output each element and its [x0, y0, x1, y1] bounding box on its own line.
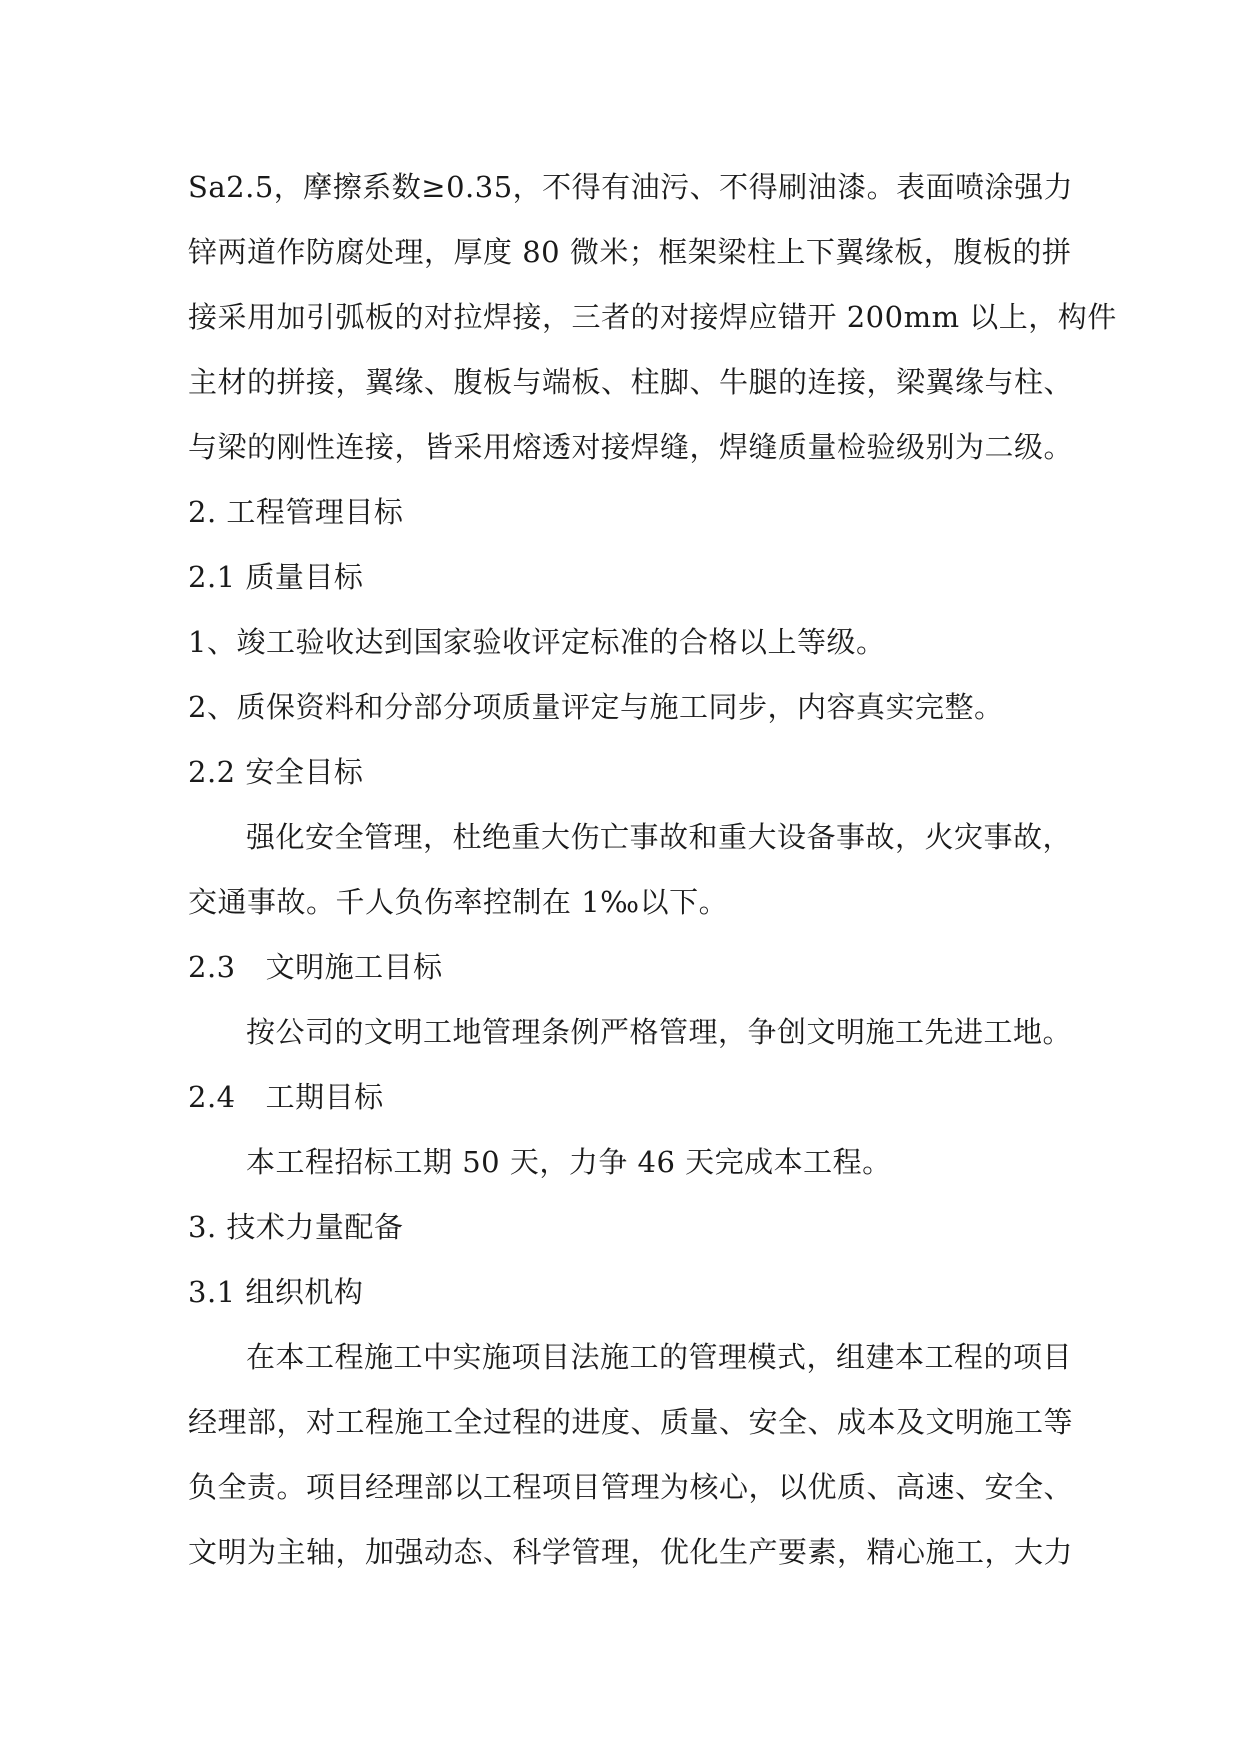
schedule-paragraph: 本工程招标工期 50 天，力争 46 天完成本工程。: [246, 1145, 892, 1179]
subsection-heading-2-4: [188, 1065, 1056, 1130]
heading-number: 2.4: [188, 1080, 236, 1114]
org-paragraph-line: 负全责。项目经理部以工程项目管理为核心，以优质、高速、安全、: [188, 1470, 1074, 1504]
section-heading-3: 3. 技术力量配备: [188, 1210, 404, 1244]
paragraph-line: 与梁的刚性连接，皆采用熔透对接焊缝，焊缝质量检验级别为二级。: [188, 430, 1074, 464]
org-paragraph-line: 经理部，对工程施工全过程的进度、质量、安全、成本及文明施工等: [188, 1405, 1074, 1439]
paragraph-line: 主材的拼接，翼缘、腹板与端板、柱脚、牛腿的连接，梁翼缘与柱、: [188, 365, 1074, 399]
quality-item-1: 1、竣工验收达到国家验收评定标准的合格以上等级。: [188, 625, 886, 659]
paragraph-line: 锌两道作防腐处理，厚度 80 微米；框架梁柱上下翼缘板，腹板的拼: [188, 235, 1072, 269]
safety-paragraph-line: 强化安全管理，杜绝重大伤亡事故和重大设备事故，火灾事故，: [246, 820, 1073, 854]
safety-paragraph-line: 交通事故。千人负伤率控制在 1‰以下。: [188, 885, 729, 919]
subsection-heading-3-1: 3.1 组织机构: [188, 1275, 364, 1309]
heading-number: 2.3: [188, 950, 236, 984]
paragraph-line: Sa2.5，摩擦系数≥0.35，不得有油污、不得刷油漆。表面喷涂强力: [188, 170, 1074, 204]
document-body: [188, 155, 1117, 1585]
quality-item-2: 2、质保资料和分部分项质量评定与施工同步，内容真实完整。: [188, 690, 1004, 724]
heading-title: 工期目标: [265, 1080, 384, 1114]
org-paragraph-line: 文明为主轴，加强动态、科学管理，优化生产要素，精心施工，大力: [188, 1535, 1074, 1569]
subsection-heading-2-2: 2.2 安全目标: [188, 755, 364, 789]
heading-title: 文明施工目标: [265, 950, 443, 984]
subsection-heading-2-3: [188, 935, 1056, 1000]
subsection-heading-2-1: 2.1 质量目标: [188, 560, 364, 594]
civil-paragraph: 按公司的文明工地管理条例严格管理，争创文明施工先进工地。: [246, 1015, 1073, 1049]
org-paragraph-line: 在本工程施工中实施项目法施工的管理模式，组建本工程的项目: [246, 1340, 1073, 1374]
paragraph-line: 接采用加引弧板的对拉焊接，三者的对接焊应错开 200mm 以上，构件: [188, 300, 1117, 334]
section-heading-2: 2. 工程管理目标: [188, 495, 404, 529]
